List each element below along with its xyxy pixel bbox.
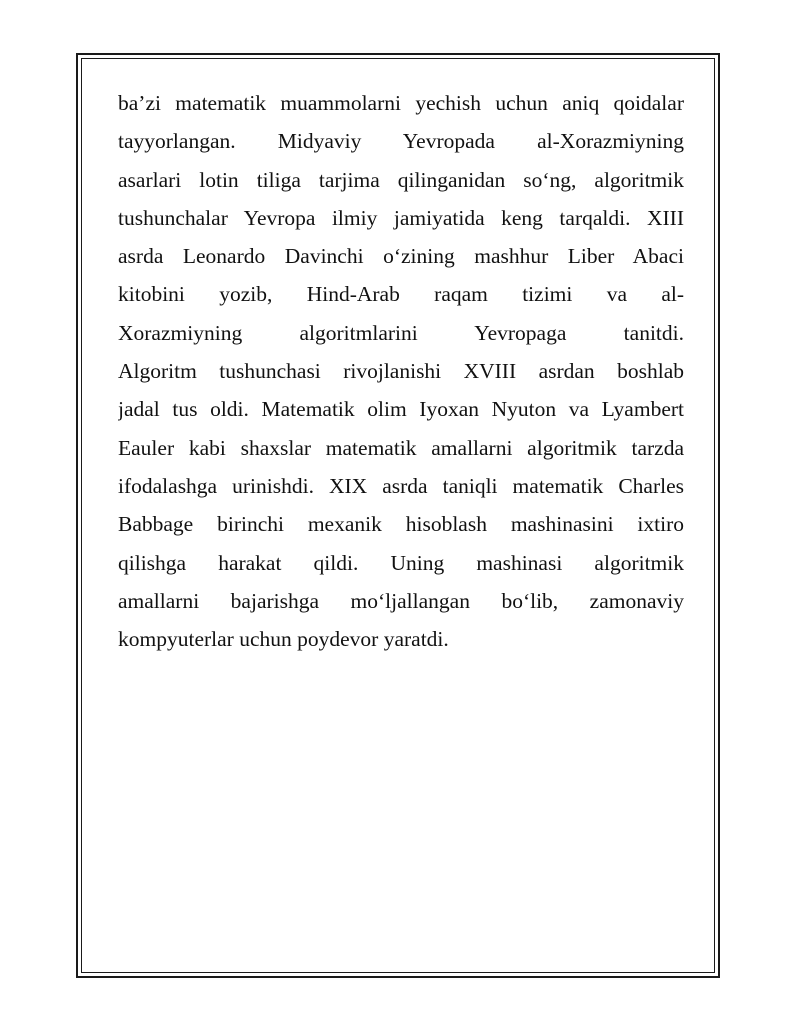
text-line: ba’zi matematik muammolarni yechish uchun aniq qoidalar	[118, 91, 684, 115]
text-line: jadal tus oldi. Matematik olim Iyoxan Nyuton va Lyambert	[118, 397, 684, 422]
text-line: amallarni bajarishga mo‘ljallangan bo‘lib, zamonaviy	[118, 588, 684, 613]
text-line: tayyorlangan. Midyaviy Yevropada al-Xorazmiyning	[118, 129, 684, 154]
body-paragraph	[118, 84, 684, 658]
text-line: tushunchalar Yevropa ilmiy jamiyatida keng tarqaldi. XIII	[118, 205, 684, 230]
text-line: asarlari lotin tiliga tarjima qilinganidan so‘ng, algoritmik	[118, 167, 684, 192]
text-line: qilishga harakat qildi. Uning mashinasi algoritmik	[118, 550, 684, 575]
text-line: Babbage birinchi mexanik hisoblash mashinasini ixtiro	[118, 512, 684, 537]
text-line: Eauler kabi shaxslar matematik amallarni algoritmik tarzda	[118, 435, 684, 460]
text-line: kitobini yozib, Hind-Arab raqam tizimi va al-	[118, 282, 684, 307]
text-line: Xorazmiyning algoritmlarini Yevropaga tanitdi.	[118, 320, 684, 345]
text-line: kompyuterlar uchun poydevor yaratdi.	[118, 627, 449, 652]
text-line: Algoritm tushunchasi rivojlanishi XVIII asrdan boshlab	[118, 359, 684, 384]
text-line: asrda Leonardo Davinchi o‘zining mashhur Liber Abaci	[118, 244, 684, 269]
text-line: ifodalashga urinishdi. XIX asrda taniqli matematik Charles	[118, 473, 684, 498]
